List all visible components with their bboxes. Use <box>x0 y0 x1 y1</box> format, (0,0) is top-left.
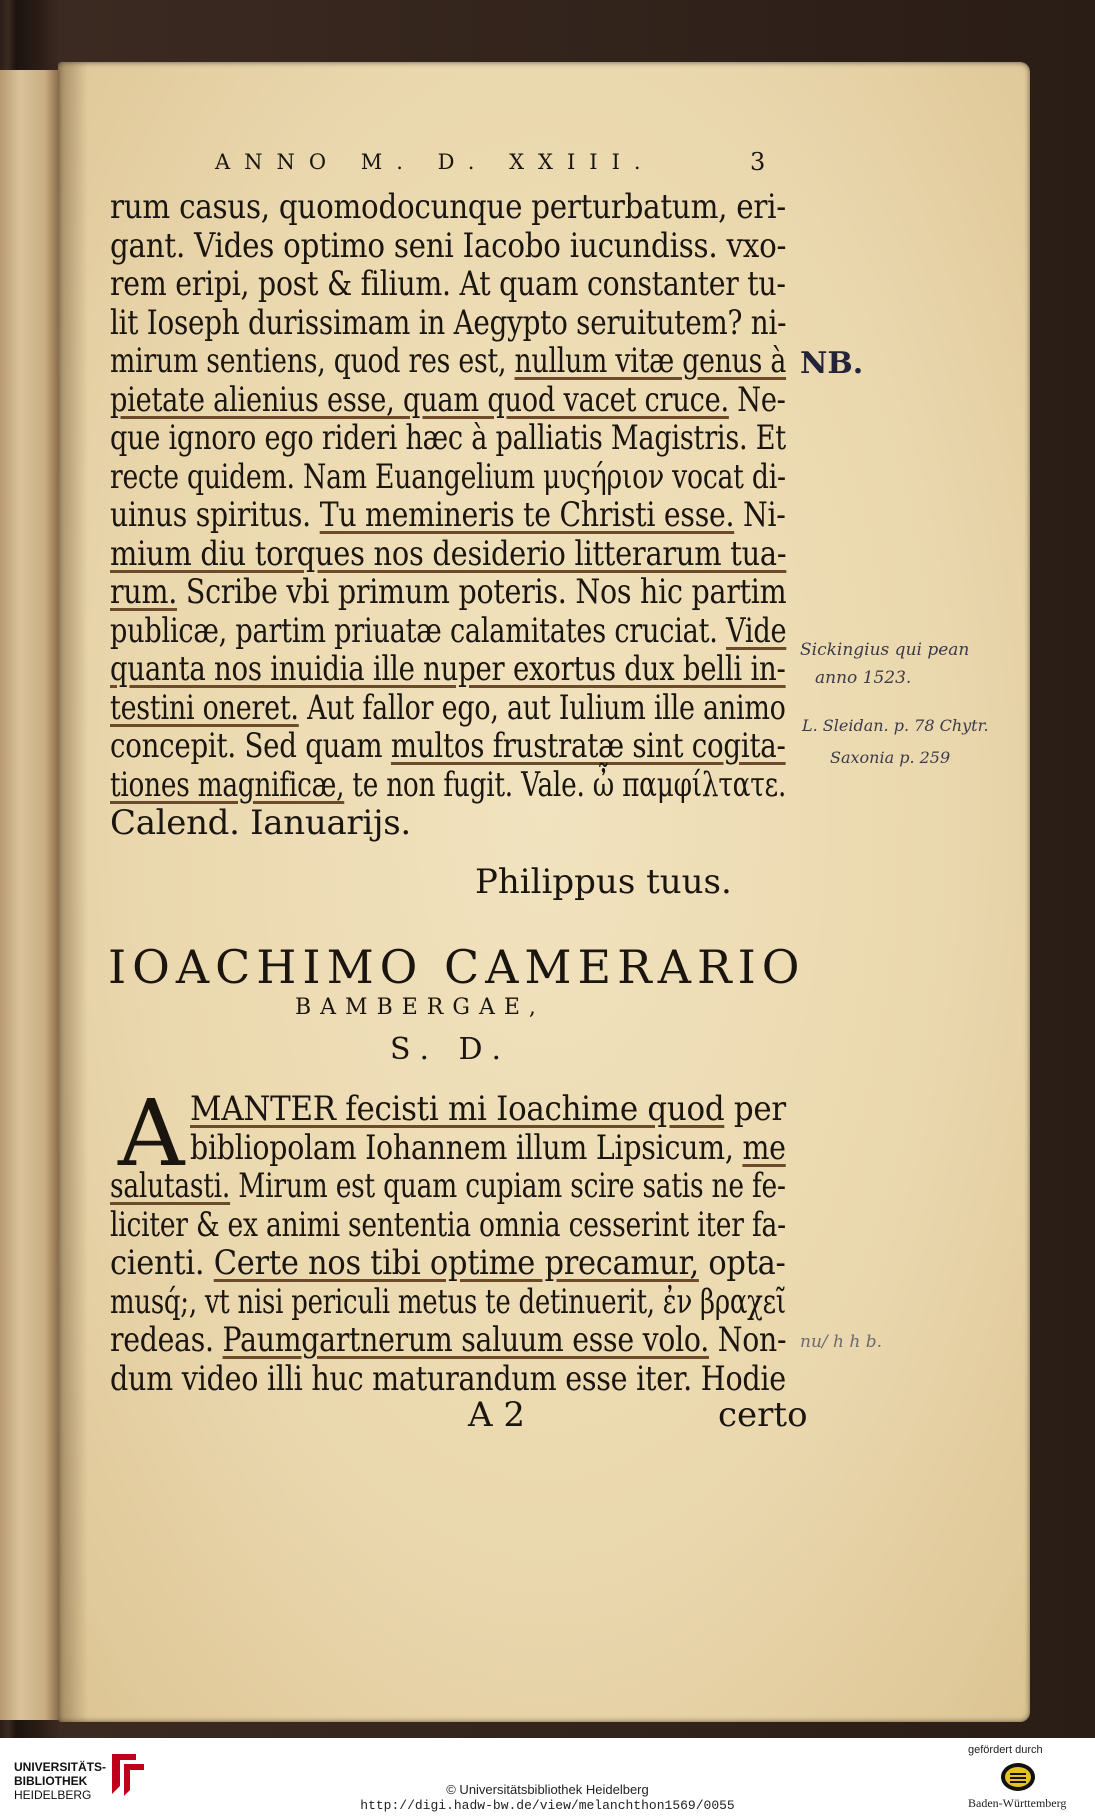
text-line <box>110 650 786 688</box>
drop-capital: A <box>118 1080 185 1187</box>
text-line <box>190 1090 786 1128</box>
text-line <box>110 689 786 727</box>
text-segment: recte quidem. Nam Euangelium μυςήριον vocat di- <box>110 456 786 497</box>
text-line <box>110 1360 786 1398</box>
text-line <box>110 419 786 457</box>
permalink-url[interactable]: http://digi.hadw-bw.de/view/melanchthon1569/0055 <box>360 1798 735 1813</box>
text-segment: bibliopolam Iohannem illum Lipsicum, <box>190 1127 743 1168</box>
letter-salutation: S. D. <box>390 1032 512 1067</box>
text-line <box>110 727 786 765</box>
underlined-passage: Vide <box>726 610 787 651</box>
library-name-line1: UNIVERSITÄTS- <box>14 1760 107 1774</box>
copyright-notice: © Universitätsbibliothek Heidelberg <box>446 1782 649 1797</box>
text-segment: Scribe vbi primum poteris. Nos hic partim <box>177 572 787 612</box>
text-line <box>110 1167 786 1205</box>
underlined-passage: me <box>742 1127 786 1168</box>
underlined-passage: mium diu torques nos desiderio litterarum tua- <box>110 533 787 574</box>
viewer-footer <box>0 1738 1095 1816</box>
underlined-passage: rum. <box>110 572 178 612</box>
letter-subheading: BAMBERGAE, <box>295 995 545 1020</box>
text-segment: Ni- <box>734 495 786 535</box>
text-segment: concepit. Sed quam <box>110 726 391 766</box>
text-line <box>110 496 786 534</box>
underlined-passage: MANTER fecisti mi Ioachime quod <box>190 1089 725 1129</box>
text-line <box>110 304 786 342</box>
underlined-passage: quanta nos inuidia ille nuper exortus dux belli in- <box>110 649 786 689</box>
letter-heading: IOACHIMO CAMERARIO <box>108 940 806 994</box>
marginal-note-sleidan-2: Saxonia p. 259 <box>830 748 951 767</box>
marginal-note-faded: nu/ h h b. <box>800 1332 883 1352</box>
library-name-line3: HEIDELBERG <box>14 1788 92 1802</box>
text-segment: cienti. <box>110 1243 214 1283</box>
text-line <box>110 804 411 842</box>
underlined-passage: Tu memineris te Christi esse. <box>319 495 735 535</box>
underlined-passage: multos frustratæ sint cogita- <box>390 726 786 766</box>
text-line <box>110 1206 786 1244</box>
running-head: ANNO M. D. XXIII. <box>215 150 655 174</box>
text-segment: Ne- <box>728 379 786 420</box>
underlined-passage: tiones magnificæ, <box>110 764 345 805</box>
text-segment: te non fugit. Vale. ὦ παμφίλτατε. <box>344 764 787 805</box>
text-line <box>110 265 786 303</box>
marginal-note-sleidan-1: L. Sleidan. p. 78 Chytr. <box>802 716 989 735</box>
text-line <box>110 612 786 650</box>
catchword: certo <box>718 1395 808 1435</box>
underlined-passage: nullum vitæ genus à <box>514 341 787 381</box>
marginal-note-sickingen-2: anno 1523. <box>815 668 912 688</box>
text-line <box>110 458 786 496</box>
text-line <box>110 1321 786 1359</box>
marginal-nb: NB. <box>800 346 864 381</box>
funded-by-label: gefördert durch <box>968 1744 1043 1756</box>
text-segment: opta- <box>698 1243 786 1283</box>
text-segment: redeas. <box>110 1320 223 1360</box>
library-name-line2: BIBLIOTHEK <box>14 1774 88 1788</box>
facing-page-edge <box>0 70 62 1720</box>
text-line <box>110 342 786 380</box>
text-line <box>110 766 786 804</box>
text-segment: Aut fallor ego, aut Iulium ille animo <box>298 687 786 728</box>
text-segment: rem eripi, post & filium. At quam constanter tu- <box>110 264 786 304</box>
text-line <box>110 227 786 265</box>
underlined-passage: Paumgartnerum saluum esse volo. <box>222 1320 709 1360</box>
signature-mark: A 2 <box>468 1395 525 1435</box>
text-line <box>110 535 786 573</box>
text-segment: mirum sentiens, quod res est, <box>110 341 515 381</box>
text-segment: per <box>724 1089 786 1129</box>
text-line <box>110 1244 786 1282</box>
state-coat-of-arms-icon <box>1000 1762 1036 1792</box>
text-segment: Mirum est quam cupiam scire satis ne fe- <box>230 1166 786 1206</box>
page-gutter-shadow <box>58 62 88 1722</box>
folio-number: 3 <box>750 148 766 176</box>
underlined-passage: pietate alienius esse, quam quod vacet cruce. <box>110 379 729 420</box>
marginal-note-sickingen-1: Sickingius qui pean <box>800 640 970 660</box>
text-segment: gant. Vides optimo seni Iacobo iucundiss. vxo- <box>110 225 787 266</box>
letter-signature: Philippus tuus. <box>475 862 732 902</box>
text-segment: Calend. Ianuarijs. <box>110 803 411 843</box>
text-line <box>110 381 786 419</box>
text-segment: que ignoro ego rideri hæc à palliatis Magistris. Et <box>110 418 786 458</box>
text-segment: liciter & ex animi sententia omnia cesserint iter fa- <box>110 1204 786 1245</box>
text-line <box>110 1283 786 1321</box>
text-segment: uinus spiritus. <box>110 495 320 535</box>
text-segment: musq́;, vt nisi periculi metus te detinuerit, ἐν βραχεῖ <box>110 1281 786 1322</box>
text-line <box>110 188 786 226</box>
underlined-passage: salutasti. <box>110 1166 231 1206</box>
underlined-passage: Certe nos tibi optime precamur, <box>213 1243 699 1283</box>
state-name-label: Baden-Württemberg <box>968 1796 1067 1810</box>
text-segment: rum casus, quomodocunque perturbatum, eri- <box>110 187 786 227</box>
underlined-passage: testini oneret. <box>110 687 299 728</box>
text-segment: Non- <box>708 1320 787 1360</box>
text-segment: dum video illi huc maturandum esse iter. Hodie <box>110 1358 786 1399</box>
text-line <box>190 1129 786 1167</box>
text-line <box>110 573 786 611</box>
text-segment: publicæ, partim priuatæ calamitates cruciat. <box>110 610 727 651</box>
text-segment: lit Ioseph durissimam in Aegypto seruitutem? ni- <box>110 302 787 343</box>
